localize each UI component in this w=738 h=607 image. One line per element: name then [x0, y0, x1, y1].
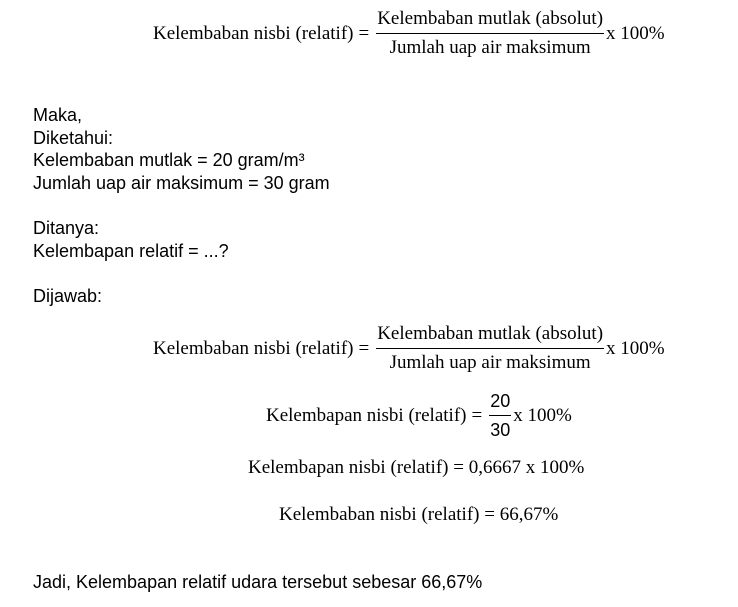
formula-result — [279, 504, 558, 526]
fraction — [376, 323, 604, 374]
absolute-humidity-value: Kelembaban mutlak = 20 gram/m³ — [33, 150, 305, 171]
answer-heading-block — [33, 285, 102, 308]
diketahui-label: Diketahui: — [33, 127, 114, 148]
formula-suffix: x 100% — [513, 404, 572, 426]
formula-substitution — [266, 390, 572, 441]
question-block — [33, 217, 229, 262]
formula-lhs: Kelembaban nisbi (relatif) — [153, 337, 354, 359]
formula-text: Kelembapan nisbi (relatif) = 0,6667 x 100% — [248, 457, 585, 478]
formula-lhs: Kelembapan nisbi (relatif) — [266, 404, 467, 426]
fraction-denominator: 30 — [490, 420, 511, 440]
fraction — [376, 8, 604, 59]
conclusion-block — [33, 571, 482, 594]
formula-relative-humidity-restated — [153, 323, 665, 374]
formula-suffix: x 100% — [606, 22, 665, 44]
fraction-numerator: Kelembaban mutlak (absolut) — [376, 323, 604, 349]
fraction-numerator: 20 — [489, 390, 511, 416]
conclusion-text: Jadi, Kelembapan relatif udara tersebut sebesar 66,67% — [33, 572, 483, 592]
question-text: Kelembapan relatif = ...? — [33, 240, 229, 261]
dijawab-label: Dijawab: — [33, 286, 103, 306]
formula-lhs: Kelembaban nisbi (relatif) — [153, 22, 354, 44]
known-values-block — [33, 104, 330, 194]
equals-sign: = — [471, 404, 483, 426]
fraction-numerator: Kelembaban mutlak (absolut) — [376, 8, 604, 34]
fraction-denominator: Jumlah uap air maksimum — [389, 352, 591, 373]
fraction — [489, 390, 511, 441]
fraction-denominator: Jumlah uap air maksimum — [389, 37, 591, 58]
equals-sign: = — [358, 337, 370, 359]
ditanya-label: Ditanya: — [33, 218, 100, 238]
equals-sign: = — [358, 22, 370, 44]
maka-label: Maka, — [33, 105, 83, 125]
max-vapor-value: Jumlah uap air maksimum = 30 gram — [33, 172, 330, 193]
formula-relative-humidity-definition — [153, 8, 665, 59]
formula-text: Kelembaban nisbi (relatif) = 66,67% — [279, 504, 559, 525]
formula-suffix: x 100% — [606, 337, 665, 359]
formula-decimal-step — [248, 457, 584, 479]
